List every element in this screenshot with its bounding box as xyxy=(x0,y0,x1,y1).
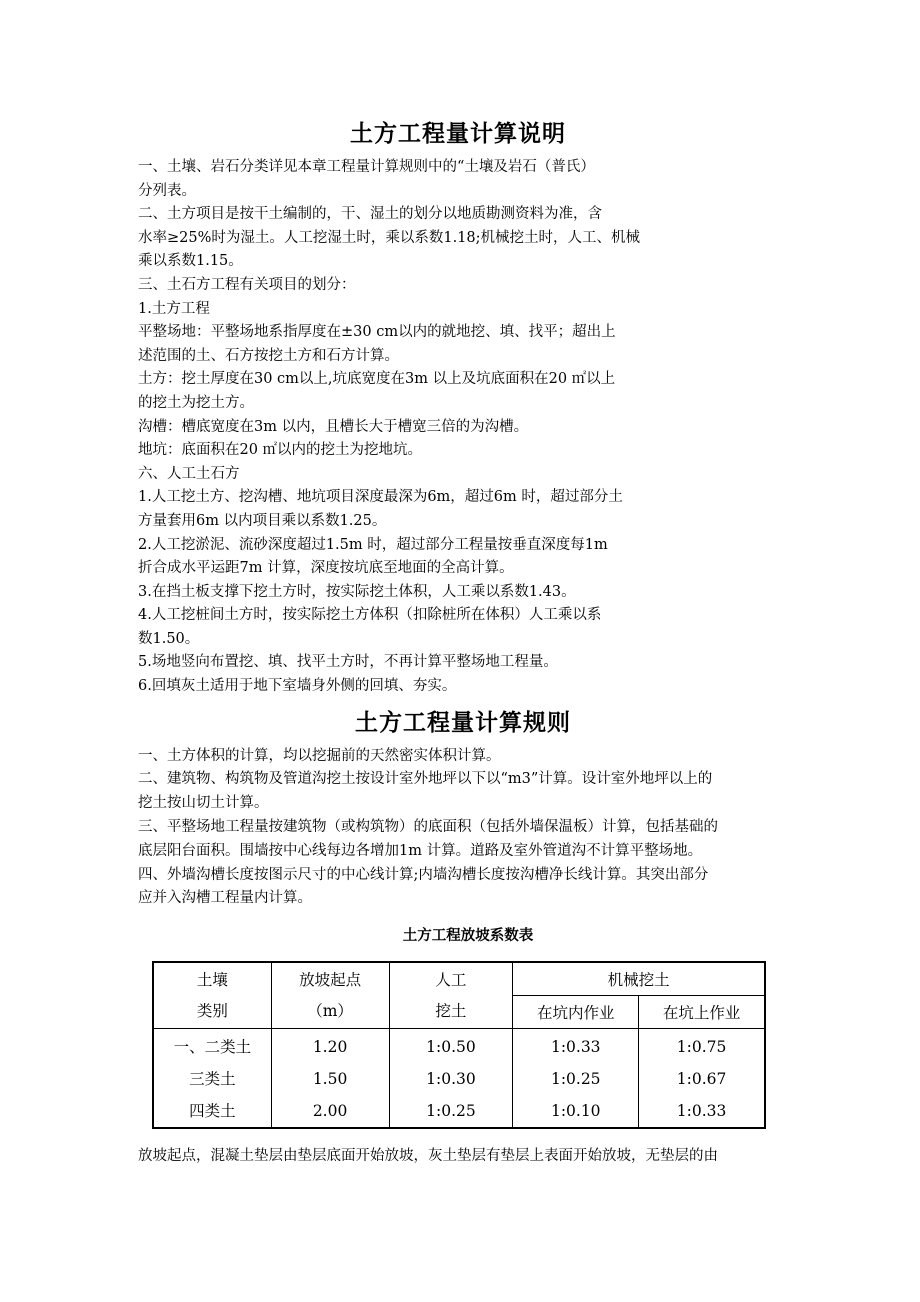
text-line: 1.人工挖土方、挖沟槽、地坑项目深度最深为6m，超过6m 时，超过部分土 xyxy=(138,489,623,506)
cell-machine-on: 1:0.75 xyxy=(639,1029,765,1064)
text-line: 一、土壤、岩石分类详见本章工程量计算规则中的“土壤及岩石（普氏） xyxy=(138,159,595,175)
header-machine-dig: 机械挖土 xyxy=(513,962,765,996)
cell-machine-in: 1:0.33 xyxy=(513,1029,639,1064)
cell-start: 1.50 xyxy=(271,1063,389,1095)
header-soil-line1: 土壤 xyxy=(196,970,228,989)
text-line: 底层阳台面积。围墙按中心线每边各增加1m 计算。道路及室外管道沟不计算平整场地。 xyxy=(138,842,703,859)
text-line: 二、土方项目是按干土编制的，干、湿土的划分以地质勘测资料为准，含 xyxy=(138,206,602,223)
cell-start: 2.00 xyxy=(271,1095,389,1128)
text-line: 六、人工土石方 xyxy=(138,465,240,482)
document-page xyxy=(138,118,788,1183)
cell-machine-on: 1:0.67 xyxy=(639,1063,765,1095)
rules-body xyxy=(138,745,788,912)
explanation-body xyxy=(138,156,788,699)
text-line: 乘以系数1.15。 xyxy=(138,253,243,270)
header-soil-line2: 类别 xyxy=(196,1001,228,1020)
text-line: 方量套用6m 以内项目乘以系数1.25。 xyxy=(138,512,387,529)
header-slope-start xyxy=(271,962,389,1029)
cell-machine-in: 1:0.10 xyxy=(513,1095,639,1128)
header-start-line1: 放坡起点 xyxy=(299,970,362,989)
header-soil-type xyxy=(153,962,271,1029)
cell-machine-in: 1:0.25 xyxy=(513,1063,639,1095)
text-line: 三、平整场地工程量按建筑物（或构筑物）的底面积（包括外墙保温板）计算，包括基础的 xyxy=(138,819,718,836)
header-machine-in-pit: 在坑内作业 xyxy=(513,996,639,1029)
table-row xyxy=(153,1029,765,1064)
header-machine-on-pit: 在坑上作业 xyxy=(639,996,765,1029)
text-line: 4.人工挖桩间土方时，按实际挖土方体积（扣除桩所在体积）人工乘以系 xyxy=(138,607,602,624)
cell-start: 1.20 xyxy=(271,1029,389,1064)
text-line: 6.回填灰土适用于地下室墙身外侧的回填、夯实。 xyxy=(138,678,457,695)
text-line: 沟槽：槽底宽度在3m 以内，且槽长大于槽宽三倍的为沟槽。 xyxy=(138,418,529,435)
text-line: 四、外墙沟槽长度按图示尺寸的中心线计算;内墙沟槽长度按沟槽净长线计算。其突出部分 xyxy=(138,866,709,883)
text-line: 的挖土为挖土方。 xyxy=(138,394,254,411)
cell-soil: 一、二类土 xyxy=(153,1029,271,1064)
table-title: 土方工程放坡系数表 xyxy=(402,927,534,945)
cell-machine-on: 1:0.33 xyxy=(639,1095,765,1128)
header-manual-line2: 挖土 xyxy=(435,1001,467,1020)
text-line: 地坑：底面积在20 ㎡以内的挖土为挖地坑。 xyxy=(138,442,423,459)
text-line: 分列表。 xyxy=(138,182,196,199)
table-row xyxy=(153,1095,765,1128)
text-line: 应并入沟槽工程量内计算。 xyxy=(138,890,312,907)
text-line: 2.人工挖淤泥、流砂深度超过1.5m 时，超过部分工程量按垂直深度每1m xyxy=(138,536,608,553)
footer-note: 放坡起点，混凝土垫层由垫层底面开始放坡，灰土垫层有垫层上表面开始放坡，无垫层的由 xyxy=(138,1148,718,1165)
section-title-rules: 土方工程量计算规则 xyxy=(355,708,571,736)
cell-manual: 1:0.25 xyxy=(389,1095,513,1128)
text-line: 数1.50。 xyxy=(138,630,200,647)
text-line: 1.土方工程 xyxy=(138,300,210,317)
text-line: 折合成水平运距7m 计算，深度按坑底至地面的全高计算。 xyxy=(138,560,514,577)
section-title-explanation: 土方工程量计算说明 xyxy=(350,120,566,147)
cell-soil: 三类土 xyxy=(153,1063,271,1095)
cell-manual: 1:0.50 xyxy=(389,1029,513,1064)
table-row xyxy=(153,1063,765,1095)
text-line: 二、建筑物、构筑物及管道沟挖土按设计室外地坪以下以“m3”计算。设计室外地坪以上的 xyxy=(138,771,713,788)
text-line: 三、土石方工程有关项目的划分： xyxy=(138,276,356,293)
text-line: 挖土按山切土计算。 xyxy=(138,795,269,812)
cell-manual: 1:0.30 xyxy=(389,1063,513,1095)
text-line: 水率≥25%时为湿土。人工挖湿土时，乘以系数1.18;机械挖土时，人工、机械 xyxy=(138,229,641,246)
cell-soil: 四类土 xyxy=(153,1095,271,1128)
header-manual-dig xyxy=(389,962,513,1029)
text-line: 一、土方体积的计算，均以挖掘前的天然密实体积计算。 xyxy=(138,747,501,764)
header-start-line2: （m） xyxy=(307,1001,353,1020)
header-manual-line1: 人工 xyxy=(435,970,467,989)
text-line: 5.场地竖向布置挖、填、找平土方时，不再计算平整场地工程量。 xyxy=(138,654,558,671)
text-line: 3.在挡土板支撑下挖土方时，按实际挖土体积，人工乘以系数1.43。 xyxy=(138,583,576,600)
text-line: 平整场地：平整场地系指厚度在±30 cm以内的就地挖、填、找平；超出上 xyxy=(138,324,616,341)
slope-coefficient-table xyxy=(152,961,766,1129)
text-line: 土方：挖土厚度在30 cm以上,坑底宽度在3m 以上及坑底面积在20 ㎡以上 xyxy=(138,371,616,388)
text-line: 述范围的土、石方按挖土方和石方计算。 xyxy=(138,347,399,364)
